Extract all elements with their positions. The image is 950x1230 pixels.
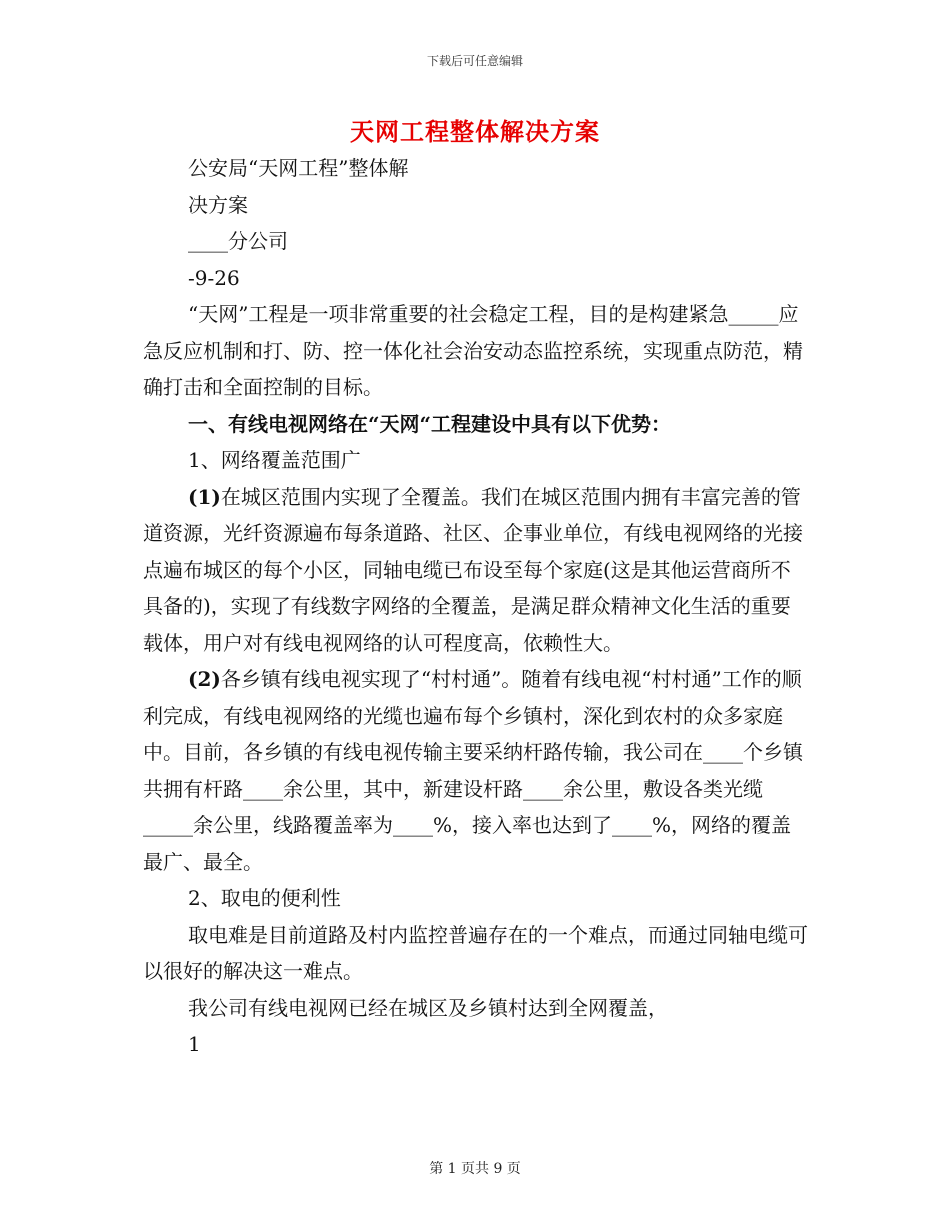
- paragraph-2-text: 各乡镇有线电视实现了“村村通”。随着有线电视“村村通”工作的顺利完成，有线电视网络的光缆也遍布每个乡镇村，深化到农村的众多家庭中。目前，各乡镇的有线电视传输主要采纳杆路传输，我公司在____个乡镇共拥有杆路____余公里，其中，新建设杆路____余公里，敷设各类光缆_____余公里，线路覆盖率为____%，接入率也达到了____%，网络的覆盖最广、最全。: [143, 667, 803, 874]
- item-2-title: 2、取电的便利性: [188, 886, 341, 910]
- document-body: [143, 150, 808, 1063]
- meta-line-2: 决方案: [188, 192, 248, 217]
- inline-page-number: 1: [188, 1032, 201, 1056]
- paragraph-1: [143, 479, 808, 662]
- paragraph-2-label: (2): [188, 667, 221, 691]
- document-title: 天网工程整体解决方案: [350, 117, 600, 146]
- header-note: 下载后可任意编辑: [426, 54, 523, 68]
- section-1-heading: 一、有线电视网络在“天网“工程建设中具有以下优势：: [188, 411, 672, 436]
- paragraph-1-label: (1): [188, 484, 221, 509]
- meta-line-4: -9-26: [188, 265, 240, 290]
- intro-paragraph: “天网”工程是一项非常重要的社会稳定工程，目的是构建紧急_____应急反应机制和打、防、控一体化社会治安动态监控系统，实现重点防范，精确打击和全面控制的目标。: [143, 302, 803, 399]
- paragraph-2: [143, 661, 808, 880]
- meta-line-1: 公安局“天网工程”整体解: [188, 156, 409, 180]
- page-footer: 第 1 页共 9 页: [429, 1161, 521, 1177]
- meta-line-3: ____分公司: [188, 229, 288, 253]
- item-1-title: 1、网络覆盖范围广: [188, 448, 361, 472]
- paragraph-4: 我公司有线电视网已经在城区及乡镇村达到全网覆盖，: [188, 995, 668, 1020]
- paragraph-1-text: 在城区范围内实现了全覆盖。我们在城区范围内拥有丰富完善的管道资源，光纤资源遍布每条道路、社区、企事业单位，有线电视网络的光接点遍布城区的每个小区，同轴电缆已布设至每个家庭(这是其他运营商所不具备的)，实现了有线数字网络的全覆盖，是满足群众精神文化生活的重要载体，用户对有线电视网络的认可程度高，依赖性大。: [143, 484, 803, 655]
- paragraph-3: 取电难是目前道路及村内监控普遍存在的一个难点，而通过同轴电缆可以很好的解决这一难点。: [143, 922, 808, 983]
